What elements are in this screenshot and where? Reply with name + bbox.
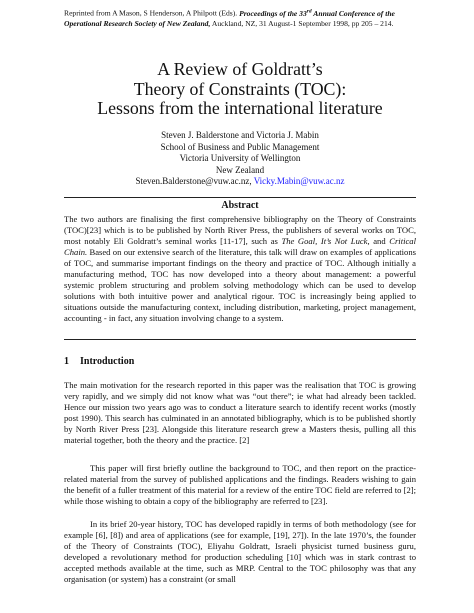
title-line-1: A Review of Goldratt’s: [157, 59, 323, 79]
title-line-2: Theory of Constraints (TOC):: [133, 78, 347, 99]
author-names: Steven J. Balderstone and Victoria J. Mabin: [161, 130, 319, 140]
author-country: New Zealand: [215, 164, 265, 175]
intro-paragraph-1: [64, 380, 416, 446]
abstract-text-1: The two authors are finalising the first comprehensive bibliography on the Theory of Constraints (TOC)[23] which is to be published by North River Press, the publishers of several works on TOC, most notably Eli Goldratt’s seminal works [11-17], such as: [64, 214, 416, 246]
reprint-lead: Reprinted from A Mason, S Henderson, A Philpott (Eds).: [64, 8, 240, 18]
email-separator: ,: [249, 176, 254, 187]
author-university: Victoria University of Wellington: [179, 153, 301, 164]
abstract-italic-1: The Goal, It’s Not Luck,: [281, 236, 370, 246]
reprint-tail: Auckland, NZ, 31 August-1 September 1998, pp 205 – 214.: [210, 18, 394, 28]
intro-paragraph-2: [64, 463, 416, 507]
abstract-top-rule: [64, 197, 416, 198]
abstract-bottom-rule: [64, 339, 416, 340]
abstract-text-3: Based on our extensive search of the literature, this talk will draw on examples of applications of TOC, and summarise important findings on the theory and practice of TOC. Although initially a manufacturing method, TOC has now developed into a theory about management: a powerful systemic problem structuring and problem solving methodology which can be used to develop solutions with both intuitive power and analytical rigour. TOC is increasingly being applied to situations outside the manufacturing context, including distribution, marketing, project management, accounting - in fact, any situation involving change to a system.: [64, 247, 416, 323]
abstract-body: [64, 214, 416, 324]
intro-p3-text: In its brief 20-year history, TOC has developed rapidly in terms of both methodology (see for example [6], [8]) and area of applications (see for example, [19], 27]). In the late 1970’s, the founder of the Theory of Constraints (TOC), Eliyahu Goldratt, Israeli physicist turned business guru, developed a revolutionary method for production scheduling [10] which was in stark contrast to accepted methods available at the time, such as MRP. Central to the TOC philosophy was that any organisation (or system) has a constraint (or small: [64, 519, 416, 584]
intro-paragraph-3: [64, 519, 416, 585]
section-heading-introduction: [64, 356, 134, 367]
ordinal-suffix: rd: [306, 8, 312, 14]
intro-p1-text: The main motivation for the research reported in this paper was the realisation that TOC is growing very rapidly, and we simply did not know what was “out there”; ie what had already been tackled. Hence our mission two years ago was to conduct a literature search to identify recent works (mostly post 1990). This search has culminated in an annotated bibliography, which is to be published shortly by North River Press [23]. Alongside this literature research grew a Masters thesis, pulling all this material together, both the theory and the practice. [2]: [64, 380, 416, 445]
section-title: Introduction: [80, 356, 135, 367]
title-line-3: Lessons from the international literature: [97, 98, 383, 118]
abstract-heading: Abstract: [221, 200, 259, 211]
author-emails: [64, 176, 416, 188]
reprint-notice: [64, 6, 416, 29]
section-number: 1: [64, 356, 69, 367]
abstract-italic-2: Critical Chain.: [64, 236, 416, 257]
proceedings-name-a: Proceedings of the 33: [239, 8, 307, 18]
email-balderstone: Steven.Balderstone@vuw.ac.nz: [135, 176, 250, 187]
proceedings-name-b: Annual Conference of the Operational Research Society of New Zealand,: [64, 8, 395, 28]
intro-p2-text: This paper will first briefly outline the background to TOC, and then report on the practice-related material from the survey of published applications and the findings. Readers wishing to gain the benefit of a fuller treatment of this material for a review of the entire TOC field are referred to [2]; while those wishing to obtain a copy of the bibliography are referred to [23].: [64, 463, 416, 506]
paper-title: [64, 60, 416, 119]
email-mabin-link[interactable]: Vicky.Mabin@vuw.ac.nz: [253, 176, 345, 187]
abstract-text-2: and: [369, 236, 390, 246]
author-block: [64, 130, 416, 188]
author-school: School of Business and Public Management: [160, 141, 320, 152]
